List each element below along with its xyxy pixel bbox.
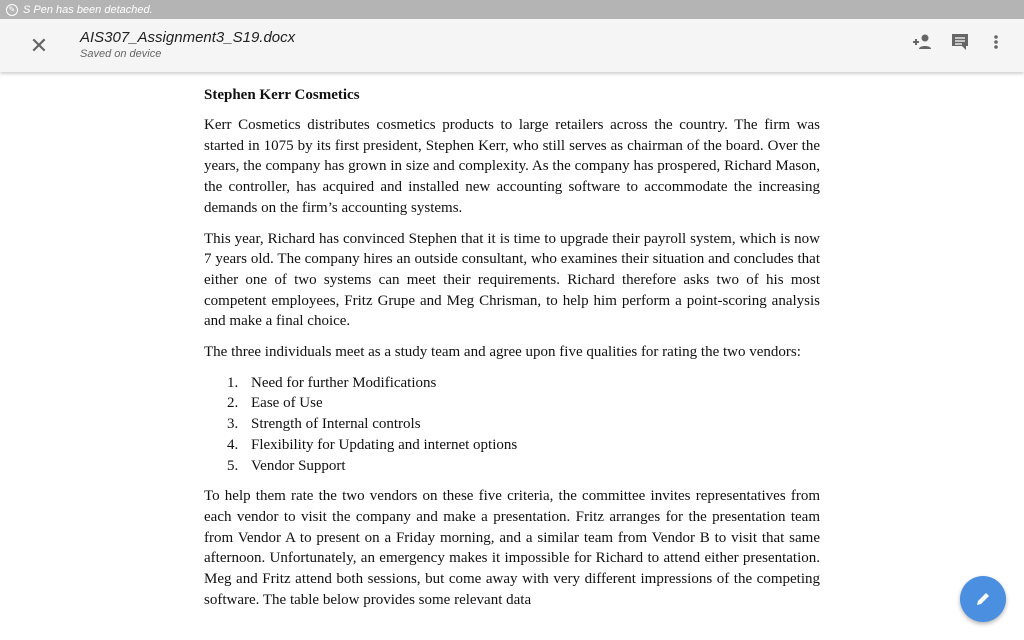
status-message: S Pen has been detached. <box>23 3 153 16</box>
save-status: Saved on device <box>80 48 162 60</box>
document-filename: AIS307_Assignment3_S19.docx <box>80 29 296 46</box>
paragraph: This year, Richard has convinced Stephen that it is time to upgrade their payroll system, which is now 7 years old. The company hires an outside consultant, who examines their situation and concludes that either one of two systems can meet their requirements. Richard therefore asks two of his most competent employees, Fritz Grupe and Meg Chrisman, to help him perform a point-scoring analysis and make a final choice. <box>204 230 820 330</box>
close-icon[interactable]: ✕ <box>29 33 49 58</box>
comment-icon[interactable] <box>951 33 969 56</box>
list-item: 4. Flexibility for Updating and internet options <box>227 436 518 453</box>
more-options-icon[interactable] <box>992 33 1000 56</box>
paragraph: Kerr Cosmetics distributes cosmetics products to large retailers across the country. The firm was started in 1075 by its first president, Stephen Kerr, who still serves as chairman of the board. Over the years, the company has grown in size and complexity. As the company has prospered, Richard Mason, the controller, has acquired and installed new accounting software to accommodate the increasing demands on the firm’s accounting systems. <box>204 117 820 216</box>
list-item: 3. Strength of Internal controls <box>227 416 421 433</box>
list-item: 5. Vendor Support <box>227 457 346 474</box>
add-person-icon[interactable] <box>911 33 933 56</box>
app-header <box>0 19 1024 72</box>
list-item: 1. Need for further Modifications <box>227 374 437 391</box>
edit-button[interactable] <box>960 576 1006 622</box>
paragraph: To help them rate the two vendors on these five criteria, the committee invites representatives from each vendor to visit the company and make a presentation. Fritz arranges for the presentation team from Vendor A to present on a Friday morning, and a similar team from Vendor B to visit that same afternoon. Unfortunately, an emergency makes it impossible for Richard to attend either presentation. Meg and Fritz attend both sessions, but come away with very different impressions of the competing software. The table below provides some relevant data <box>204 488 820 608</box>
criteria-list <box>227 373 820 477</box>
list-item: 2. Ease of Use <box>227 395 323 412</box>
document-heading: Stephen Kerr Cosmetics <box>204 87 360 103</box>
pencil-icon <box>975 591 991 607</box>
status-bar <box>0 0 1024 19</box>
pen-icon: ✎ <box>6 4 18 16</box>
document-body <box>204 85 820 620</box>
paragraph: The three individuals meet as a study team and agree upon five qualities for rating the two vendors: <box>204 344 801 361</box>
